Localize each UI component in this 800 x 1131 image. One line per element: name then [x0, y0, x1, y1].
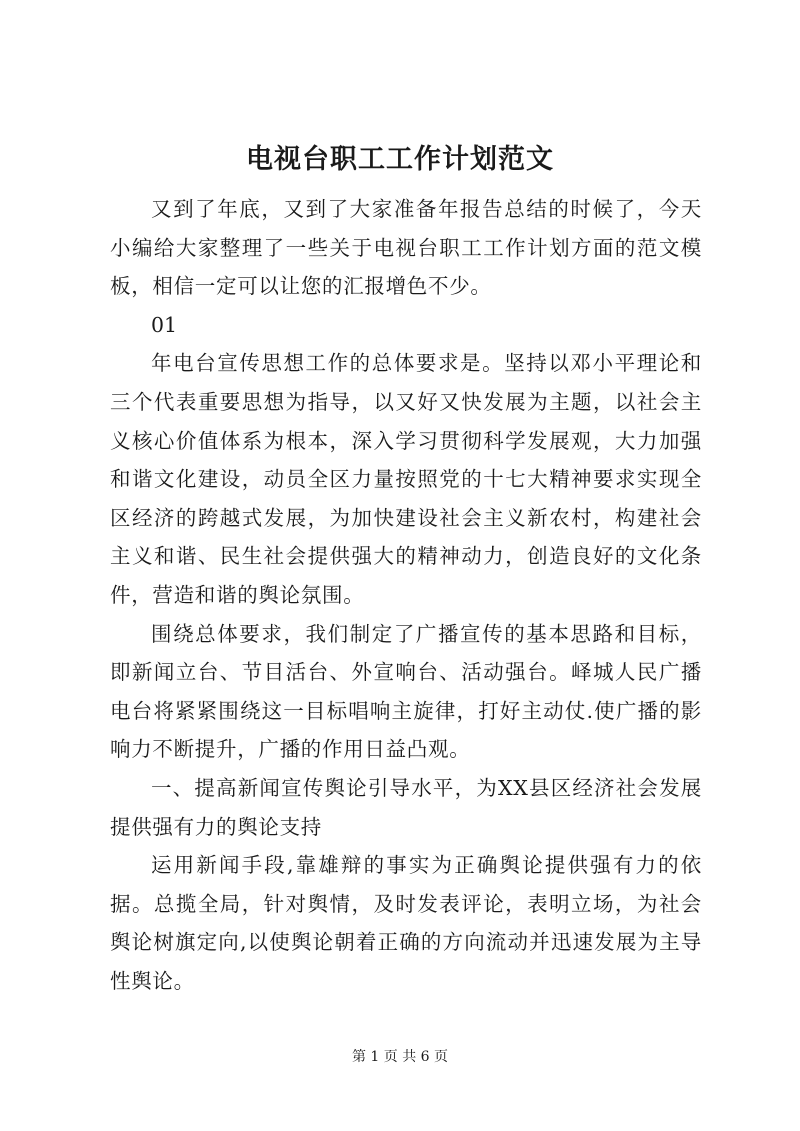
section-heading-1: 一、提高新闻宣传舆论引导水平，为XX县区经济社会发展提供强有力的舆论支持 — [110, 775, 702, 839]
document-title: 电视台职工工作计划范文 — [246, 144, 554, 175]
general-requirements-paragraph: 年电台宣传思想工作的总体要求是。坚持以邓小平理论和三个代表重要思想为指导，以又好又快发展为主题，以社会主义核心价值体系为根本，深入学习贯彻科学发展观，大力加强和谐文化建设，动员全区力量按照党的十七大精神要求实现全区经济的跨越式发展，为加快建设社会主义新农村，构建社会主义和谐、民生社会提供强大的精神动力，创造良好的文化条件，营造和谐的舆论氛围。 — [110, 351, 702, 607]
section-number: 01 — [151, 312, 178, 337]
news-means-paragraph: 运用新闻手段,靠雄辩的事实为正确舆论提供强有力的依据。总揽全局，针对舆情，及时发表评论，表明立场，为社会舆论树旗定向,以使舆论朝着正确的方向流动并迅速发展为主导性舆论。 — [110, 853, 702, 993]
goals-paragraph: 围绕总体要求，我们制定了广播宣传的基本思路和目标，即新闻立台、节目活台、外宣响台、活动强台。峄城人民广播电台将紧紧围绕这一目标唱响主旋律，打好主动仗.使广播的影响力不断提升，广播的作用日益凸观。 — [110, 621, 702, 762]
document-body — [110, 190, 702, 1000]
page-footer: 第 1 页 共 6 页 — [351, 1049, 449, 1065]
intro-paragraph: 又到了年底，又到了大家准备年报告总结的时候了，今天小编给大家整理了一些关于电视台职工工作计划方面的范文模板，相信一定可以让您的汇报增色不少。 — [110, 197, 702, 299]
